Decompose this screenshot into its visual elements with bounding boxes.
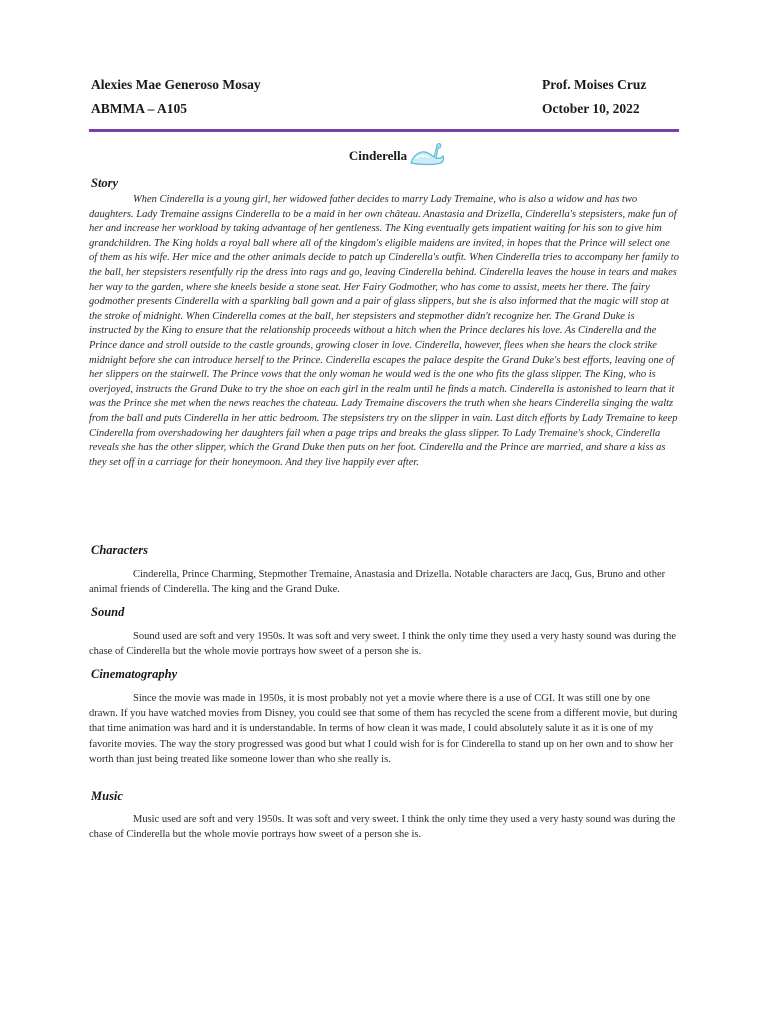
characters-paragraph: Cinderella, Prince Charming, Stepmother Tremaine, Anastasia and Drizella. Notable characters are Jacq, Gus, Bruno and other animal friends of Cinderella. The king and the Grand Duke. xyxy=(89,569,666,596)
characters-text xyxy=(89,567,679,597)
author-name: Alexies Mae Generoso Mosay xyxy=(91,77,261,92)
header-divider xyxy=(89,129,679,132)
header-row-1 xyxy=(91,77,679,93)
glass-slipper-icon xyxy=(407,139,447,169)
music-text xyxy=(89,812,679,842)
music-paragraph: Music used are soft and very 1950s. It was soft and very sweet. I think the only time they used a very hasty sound was during the chase of Cinderella but the whole movie portrays how sweet of a person she is. xyxy=(89,814,676,841)
story-text xyxy=(89,193,679,470)
document-title: Cinderella xyxy=(348,148,408,163)
class-section: ABMMA – A105 xyxy=(91,101,187,116)
cinematography-paragraph: Since the movie was made in 1950s, it is most probably not yet a movie where there is a use of CGI. It was still one by one drawn. If you have watched movies from Disney, you could see that some of them has recycled the scene from a different movie, but during that time animation was hard and it is understandable. In terms of how clean it was made, I could absolutely salute it as it is one of my favorite movies. The way the story progressed was good but what I could wish for is for Cinderella to stand up on her own and to show her worth than just being treated like someone lower than who she really is. xyxy=(89,693,678,765)
story-paragraph: When Cinderella is a young girl, her widowed father decides to marry Lady Tremaine, who is also a widow and has two daughters. Lady Tremaine assigns Cinderella to be a maid in her own château. Anastasia and Drizella, Cinderella's stepsisters, make fun of her and increase her workload by taking advantage of her gentleness. The King eventually gets impatient waiting for his son to give him grandchildren. The King holds a royal ball where all of the kingdom's eligible maidens are invited, in hopes that the Prince will select one of them as his wife. Her mice and the other animals decide to patch up Cinderella's outfit. When Cinderella tries to accompany her family to the ball, her stepsisters resentfully rip the dress into rags and go, leaving Cinderella behind. Cinderella leaves the house in tears and makes her way to the garden, where she kneels beside a stone seat. Her Fairy Godmother, who has come to assist, meets her there. The fairy godmother presents Cinderella with a sparkling ball gown and a pair of glass slippers, but she is also informed that the magic will stop at the stroke of midnight. When Cinderella comes at the ball, her stepsisters and stepmother didn't recognize her. The Grand Duke is instructed by the King to ensure that the relationship proceeds without a hitch when the Prince declares his love. As Cinderella and the Prince dance and stroll outside to the castle grounds, growing closer in love. Cinderella, however, flees when she hears the clock strike midnight before she can introduce herself to the Prince. Cinderella escapes the palace despite the Grand Duke's best efforts, leaving one of her slippers on the stairwell. The Prince vows that the only woman he would wed is the one who fits the glass slipper. The King, who is overjoyed, instructs the Grand Duke to try the shoe on each girl in the realm until he finds a match. Cinderella is astonished to learn that it was the Prince she met when the news reaches the chateau. Lady Tremaine discovers the truth when she hears Cinderella singing the waltz from the ball and puts Cinderella in her attic bedroom. The stepsisters try on the slipper in vain. Last ditch efforts by Lady Tremaine to keep Cinderella from overshadowing her daughters fail when a page trips and breaks the glass slipper. To Lady Tremaine's shock, Cinderella reveals she has the other slipper, which the Grand Duke then puts on her foot. Cinderella and the Prince are married, and share a kiss as they set off in a carriage for their honeymoon. And they live happily ever after. xyxy=(89,194,679,468)
music-heading: Music xyxy=(91,789,123,803)
cinematography-heading: Cinematography xyxy=(91,667,178,681)
professor-name: Prof. Moises Cruz xyxy=(542,77,647,92)
document-date: October 10, 2022 xyxy=(542,101,640,116)
cinematography-text xyxy=(89,691,679,767)
sound-text xyxy=(89,629,679,659)
document-title-block xyxy=(0,148,768,164)
sound-heading: Sound xyxy=(91,605,125,619)
story-heading: Story xyxy=(91,176,119,190)
header-row-2 xyxy=(91,101,679,117)
characters-heading: Characters xyxy=(91,543,148,557)
sound-paragraph: Sound used are soft and very 1950s. It was soft and very sweet. I think the only time they used a very hasty sound was during the chase of Cinderella but the whole movie portrays how sweet of a person she is. xyxy=(89,631,676,658)
